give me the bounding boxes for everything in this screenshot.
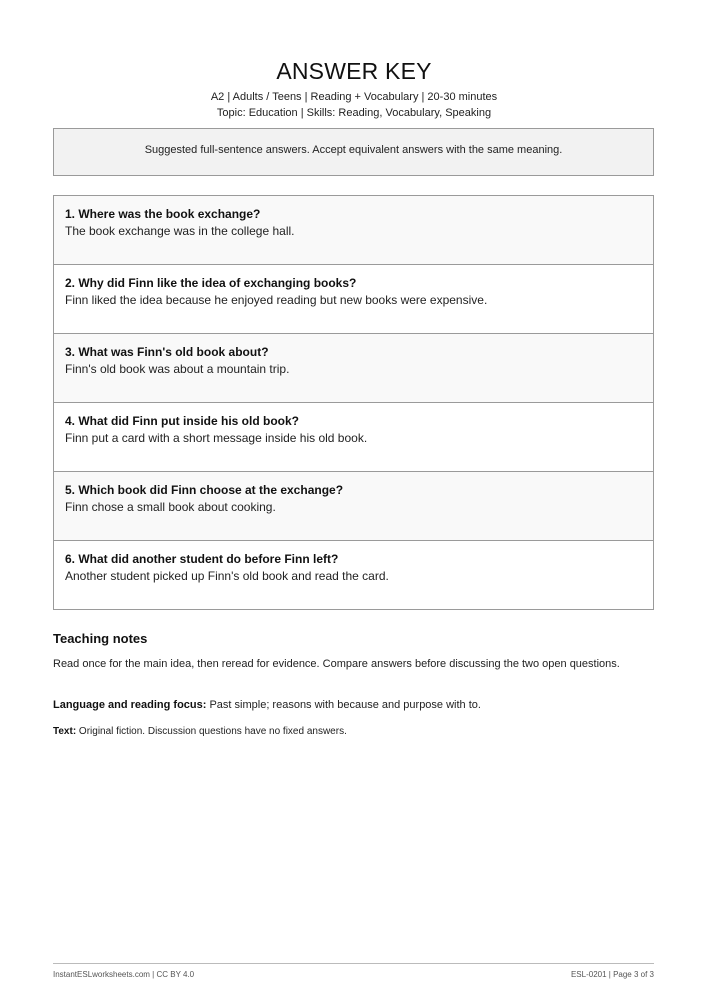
text-source-label: Text: — [53, 726, 77, 737]
answer-text: Finn put a card with a short message inside his old book. — [65, 431, 368, 445]
answer-text: Finn liked the idea because he enjoyed reading but new books were expensive. — [65, 293, 488, 307]
answer-list — [53, 195, 654, 610]
answer-text: Another student picked up Finn's old book and read the card. — [65, 569, 389, 583]
text-source-value: Original fiction. Discussion questions have no fixed answers. — [76, 726, 347, 737]
answer-item — [54, 196, 653, 265]
question-text: 3. What was Finn's old book about? — [65, 345, 269, 359]
answer-text: Finn's old book was about a mountain trip. — [65, 362, 290, 376]
text-source-line — [53, 726, 653, 737]
answer-item — [54, 472, 653, 541]
page-title: ANSWER KEY — [276, 58, 432, 84]
teaching-notes-paragraph: Read once for the main idea, then reread for evidence. Compare answers before discussing the two open questions. — [53, 658, 620, 670]
answer-item — [54, 403, 653, 472]
language-focus-label: Language and reading focus: — [53, 699, 207, 711]
answer-item — [54, 541, 653, 609]
footer-divider — [53, 963, 654, 964]
question-text: 6. What did another student do before Finn left? — [65, 552, 339, 566]
instruction-note-box — [53, 128, 654, 176]
footer-source: InstantESLworksheets.com | CC BY 4.0 — [53, 970, 195, 979]
question-text: 5. Which book did Finn choose at the exchange? — [65, 483, 344, 497]
answer-text: The book exchange was in the college hall. — [65, 224, 295, 238]
language-focus-line — [53, 699, 653, 711]
question-text: 4. What did Finn put inside his old book? — [65, 414, 299, 428]
instruction-note-text: Suggested full-sentence answers. Accept equivalent answers with the same meaning. — [144, 144, 563, 156]
question-text: 2. Why did Finn like the idea of exchanging books? — [65, 276, 357, 290]
meta-topic-line: Topic: Education | Skills: Reading, Vocabulary, Speaking — [216, 107, 492, 119]
meta-level-line: A2 | Adults / Teens | Reading + Vocabulary | 20-30 minutes — [210, 91, 498, 103]
answer-item — [54, 265, 653, 334]
teaching-notes-heading: Teaching notes — [53, 631, 148, 646]
language-focus-text: Past simple; reasons with because and purpose with to. — [206, 699, 481, 711]
footer-page-number: ESL-0201 | Page 3 of 3 — [570, 970, 654, 979]
answer-item — [54, 334, 653, 403]
question-text: 1. Where was the book exchange? — [65, 207, 261, 221]
answer-text: Finn chose a small book about cooking. — [65, 500, 276, 514]
